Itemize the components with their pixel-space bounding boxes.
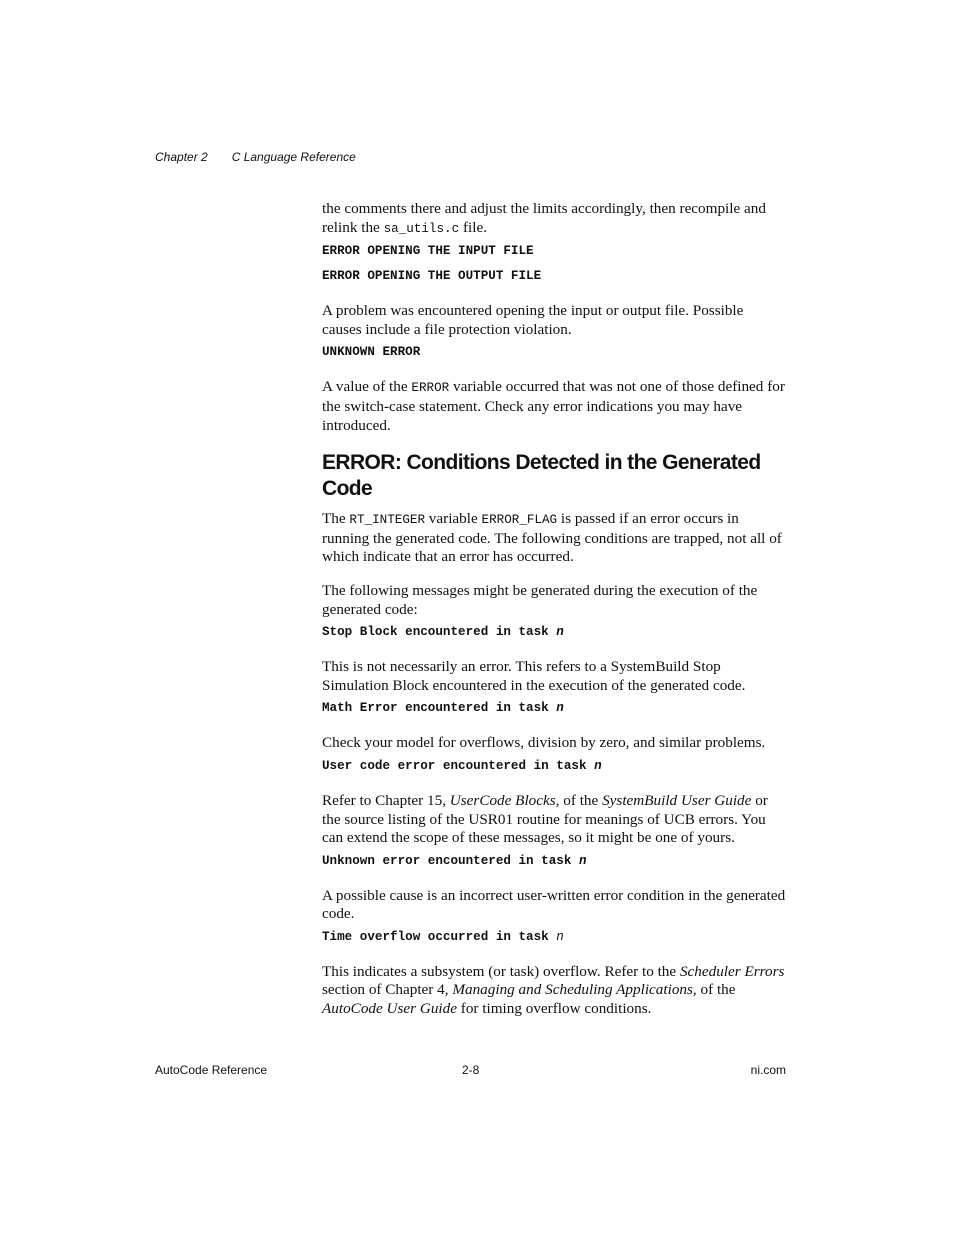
text: Refer to Chapter 15, — [322, 791, 450, 809]
code-filename: sa_utils.c — [383, 221, 460, 236]
text: , of the — [692, 981, 736, 999]
message-unknown-error — [322, 853, 786, 869]
footer-doc-title: AutoCode Reference — [155, 1063, 268, 1077]
text: for timing overflow conditions. — [456, 1000, 652, 1018]
code-error-flag: ERROR_FLAG — [481, 513, 558, 528]
text: A value of the — [322, 378, 412, 396]
page-content — [322, 200, 786, 1024]
message-user-code — [322, 758, 786, 774]
section-heading: ERROR: Conditions Detected in the Generated Code — [322, 451, 761, 501]
header-section: C Language Reference — [231, 150, 356, 164]
paragraph-error-variable — [322, 378, 786, 435]
footer-page-number: 2-8 — [462, 1063, 480, 1077]
header-chapter: Chapter 2 — [155, 150, 208, 164]
text: The — [322, 510, 350, 528]
desc-stop-block: This is not necessarily an error. This refers to a SystemBuild Stop Simulation Block encountered in the execution of the generated code. — [322, 658, 746, 694]
message-time-overflow — [322, 929, 786, 945]
message-unknown: UNKNOWN ERROR — [322, 345, 421, 360]
desc-math-error: Check your model for overflows, division by zero, and similar problems. — [322, 734, 766, 752]
var: n — [594, 758, 602, 773]
code-error: ERROR — [411, 381, 450, 396]
paragraph-file-problem: A problem was encountered opening the input or output file. Possible causes include a file protection violation. — [322, 302, 744, 338]
paragraph-limits — [322, 200, 786, 238]
text: , of the — [555, 791, 603, 809]
text: User code error encountered in task — [322, 758, 595, 773]
text: Stop Block encountered in task — [322, 625, 557, 640]
message-open-output: ERROR OPENING THE OUTPUT FILE — [322, 269, 542, 284]
paragraph-messages-intro: The following messages might be generated during the execution of the generated code: — [322, 581, 758, 618]
paragraph-error-flag — [322, 510, 786, 567]
message-stop-block — [322, 624, 786, 640]
title-scheduler-errors: Scheduler Errors — [679, 962, 785, 980]
var: n — [578, 853, 587, 868]
title-usercode-blocks: UserCode Blocks — [449, 791, 556, 809]
desc-unknown-error: A possible cause is an incorrect user-written error condition in the generated code. — [322, 886, 786, 923]
text: section of Chapter 4, — [322, 981, 453, 999]
var: n — [556, 929, 564, 944]
text: is passed if an error occurs in running the generated code. The following conditions are trapped, not all of which indicate that an error has occurred. — [322, 510, 782, 566]
text: or the source listing of the USR01 routine for meanings of UCB errors. You can extend the scope of these messages, so it might be one of yours. — [322, 791, 768, 847]
text: variable occurred that was not one of those defined for the switch-case statement. Check any error indications you may have introduced. — [322, 378, 785, 434]
text: Time overflow occurred in task — [322, 929, 557, 944]
message-open-input: ERROR OPENING THE INPUT FILE — [322, 244, 534, 259]
var: n — [556, 701, 564, 716]
var: n — [556, 625, 564, 640]
text: variable — [425, 510, 482, 528]
text: This indicates a subsystem (or task) overflow. Refer to the — [322, 962, 680, 980]
title-autocode-guide: AutoCode User Guide — [322, 1000, 457, 1018]
text: Math Error encountered in task — [322, 701, 557, 716]
code-rt-integer: RT_INTEGER — [349, 513, 425, 528]
desc-time-overflow — [322, 963, 786, 1019]
desc-user-code — [322, 792, 786, 848]
footer-website: ni.com — [750, 1063, 786, 1077]
title-managing-scheduling: Managing and Scheduling Applications — [452, 981, 693, 999]
message-math-error — [322, 700, 786, 716]
text: file. — [459, 218, 487, 236]
text: the comments there and adjust the limits accordingly, then recompile and relink the — [322, 200, 766, 236]
running-header — [155, 150, 356, 164]
title-systembuild-guide: SystemBuild User Guide — [602, 791, 752, 809]
text: Unknown error encountered in task — [322, 853, 579, 868]
